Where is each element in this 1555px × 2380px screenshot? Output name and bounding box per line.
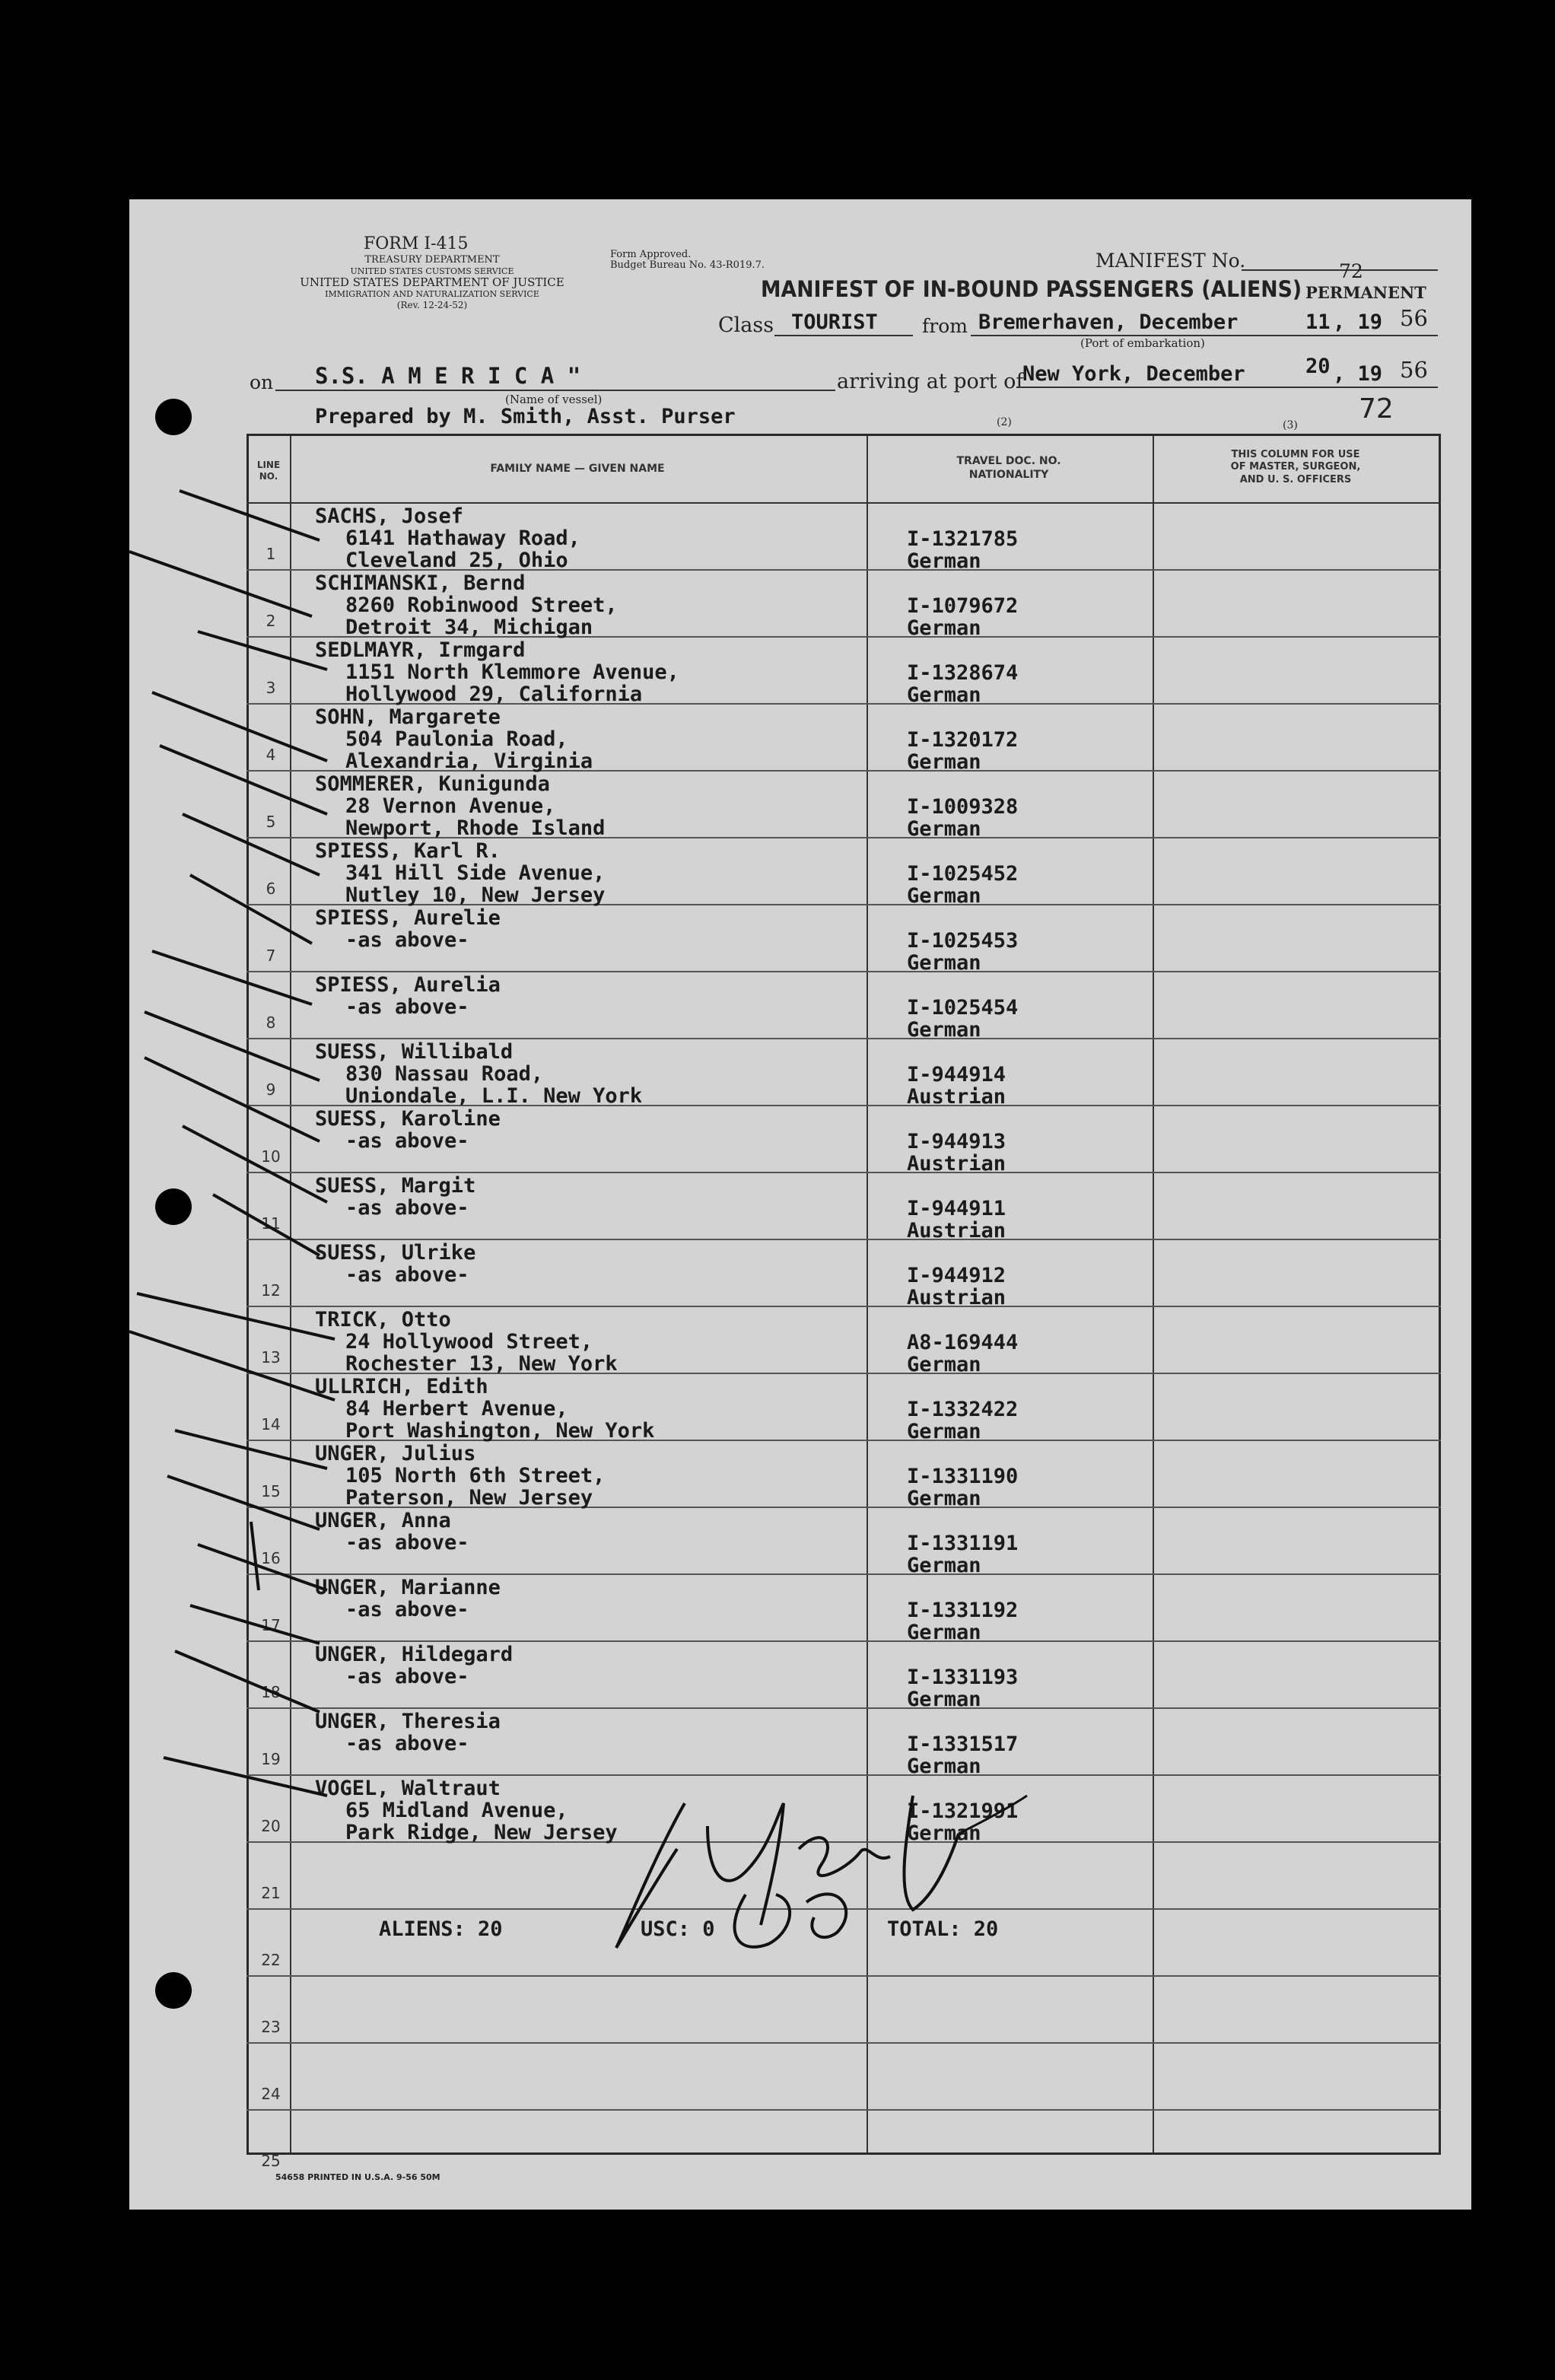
- arrival-year: 56: [1400, 357, 1428, 383]
- department-block: [257, 254, 607, 311]
- approval-line: Form Approved.: [610, 249, 692, 260]
- col-header-text: TRAVEL DOC. NO.: [956, 455, 1061, 467]
- travel-doc-cell: [907, 997, 1018, 1041]
- passenger-name: UNGER, Marianne: [315, 1576, 501, 1599]
- row-rule: [246, 1573, 1441, 1575]
- passenger-name: SEDLMAYR, Irmgard: [315, 638, 526, 662]
- from-label: from: [922, 315, 968, 337]
- line-number: 8: [266, 1013, 276, 1032]
- line-number: 19: [261, 1750, 281, 1768]
- nationality: German: [907, 817, 981, 841]
- nationality: German: [907, 1420, 981, 1443]
- passenger-address: 6141 Hathaway Road,: [345, 527, 580, 550]
- line-number: 4: [266, 746, 276, 764]
- travel-doc-number: I-1321991: [907, 1799, 1019, 1823]
- passenger-entry: [315, 1376, 654, 1442]
- passenger-name: SUESS, Margit: [315, 1174, 476, 1198]
- punch-hole: [155, 1972, 192, 2009]
- passenger-entry: [315, 1309, 618, 1375]
- line-number: 17: [261, 1616, 281, 1634]
- permanent-stamp: PERMANENT: [1305, 283, 1426, 302]
- passenger-address: Rochester 13, New York: [345, 1352, 618, 1376]
- travel-doc-cell: [907, 1465, 1018, 1510]
- travel-doc-cell: [907, 1064, 1006, 1108]
- total-all: TOTAL: 20: [887, 1917, 999, 1941]
- passenger-address: -as above-: [345, 928, 469, 952]
- arrival-day: 20: [1305, 355, 1331, 378]
- passenger-name: UNGER, Hildegard: [315, 1643, 514, 1666]
- row-rule: [246, 2042, 1441, 2044]
- travel-doc-cell: [907, 528, 1018, 572]
- passenger-name: SOHN, Margarete: [315, 705, 501, 729]
- passenger-name: SPIESS, Aurelie: [315, 906, 501, 930]
- travel-doc-number: I-1331517: [907, 1732, 1019, 1756]
- passenger-address: 84 Herbert Avenue,: [345, 1397, 568, 1421]
- travel-doc-number: I-944912: [907, 1264, 1006, 1287]
- line-number: 22: [261, 1951, 281, 1969]
- marker-3: (3): [1283, 419, 1298, 431]
- line-number: 5: [266, 813, 276, 831]
- col-header-text: NATIONALITY: [968, 468, 1049, 481]
- line-number: 11: [261, 1214, 281, 1233]
- passenger-name: SUESS, Willibald: [315, 1040, 514, 1064]
- dept-line: TREASURY DEPARTMENT: [364, 254, 500, 266]
- travel-doc-cell: [907, 1733, 1018, 1777]
- line-number: 1: [266, 545, 276, 563]
- travel-doc-cell: [907, 1131, 1006, 1175]
- handwritten-signature: [593, 1780, 1050, 1963]
- travel-doc-number: I-1331191: [907, 1532, 1019, 1555]
- passenger-name: TRICK, Otto: [315, 1308, 451, 1332]
- handwritten-page-number: 72: [1359, 393, 1394, 425]
- passenger-address: 24 Hollywood Street,: [345, 1330, 593, 1354]
- passenger-address: -as above-: [345, 1196, 469, 1220]
- passenger-address: Uniondale, L.I. New York: [345, 1084, 643, 1108]
- passenger-name: SACHS, Josef: [315, 504, 464, 528]
- nationality: German: [907, 1621, 981, 1644]
- dept-line: UNITED STATES CUSTOMS SERVICE: [350, 266, 514, 276]
- on-label: on: [250, 371, 274, 393]
- passenger-name: ULLRICH, Edith: [315, 1375, 488, 1398]
- row-rule: [246, 971, 1441, 972]
- row-rule: [246, 1707, 1441, 1709]
- travel-doc-number: I-1025452: [907, 862, 1019, 886]
- travel-doc-cell: [907, 863, 1018, 907]
- line-number: 10: [261, 1147, 281, 1166]
- passenger-address: Paterson, New Jersey: [345, 1486, 593, 1510]
- nationality: German: [907, 1688, 981, 1711]
- class-underline: [774, 335, 913, 336]
- dept-line: (Rev. 12-24-52): [396, 300, 468, 310]
- col-header-name: FAMILY NAME — GIVEN NAME: [490, 463, 665, 475]
- page-title: MANIFEST OF IN-BOUND PASSENGERS (ALIENS): [761, 276, 1302, 302]
- nationality: German: [907, 549, 981, 573]
- header-rule: [246, 502, 1441, 504]
- nationality: German: [907, 951, 981, 975]
- row-rule: [246, 1239, 1441, 1240]
- travel-doc-cell: [907, 796, 1018, 840]
- travel-doc-number: I-1320172: [907, 728, 1019, 752]
- travel-doc-cell: [907, 729, 1018, 773]
- port-of-arrival: New York, December: [1022, 362, 1245, 386]
- col-header-text: LINE: [256, 460, 281, 470]
- year-prefix: , 19: [1333, 310, 1383, 334]
- passenger-address: Port Washington, New York: [345, 1419, 655, 1443]
- line-number: 13: [261, 1348, 281, 1367]
- line-number: 20: [261, 1817, 281, 1835]
- travel-doc-cell: [907, 1666, 1018, 1710]
- travel-doc-cell: [907, 1532, 1018, 1577]
- passenger-name: UNGER, Julius: [315, 1442, 476, 1465]
- travel-doc-number: I-1079672: [907, 594, 1019, 618]
- class-value: TOURIST: [791, 310, 878, 334]
- passenger-entry: [315, 773, 605, 839]
- column-divider: [1153, 436, 1154, 2152]
- travel-doc-number: I-1321785: [907, 527, 1019, 551]
- line-number: 24: [261, 2085, 281, 2103]
- row-rule: [246, 1172, 1441, 1173]
- passenger-address: 65 Midland Avenue,: [345, 1799, 568, 1822]
- passenger-name: UNGER, Anna: [315, 1509, 451, 1532]
- nationality: German: [907, 1487, 981, 1510]
- travel-doc-cell: [907, 662, 1018, 706]
- travel-doc-cell: [907, 1265, 1006, 1309]
- col-header-text: THIS COLUMN FOR USE: [1231, 449, 1360, 460]
- passenger-address: 830 Nassau Road,: [345, 1062, 544, 1086]
- travel-doc-number: I-1328674: [907, 661, 1019, 685]
- col-header-text: OF MASTER, SURGEON,: [1230, 461, 1361, 473]
- passenger-address: -as above-: [345, 1732, 469, 1755]
- line-number: 9: [266, 1080, 276, 1099]
- port-of-embarkation: Bremerhaven, December: [978, 310, 1239, 334]
- nationality: German: [907, 616, 981, 640]
- dept-line: IMMIGRATION AND NATURALIZATION SERVICE: [325, 289, 539, 299]
- passenger-entry: [315, 1777, 618, 1844]
- passenger-name: SUESS, Karoline: [315, 1107, 501, 1131]
- travel-doc-cell: [907, 1332, 1018, 1376]
- line-number: 25: [261, 2152, 281, 2170]
- travel-doc-number: I-1025454: [907, 996, 1019, 1020]
- embarkation-day: 11: [1305, 310, 1331, 334]
- row-rule: [246, 2109, 1441, 2111]
- passenger-name: SOMMERER, Kunigunda: [315, 772, 550, 796]
- travel-doc-number: I-1331193: [907, 1666, 1019, 1689]
- passenger-address: -as above-: [345, 1129, 469, 1153]
- row-rule: [246, 1975, 1441, 1977]
- passenger-entry: [315, 1443, 605, 1509]
- total-usc: USC: 0: [641, 1917, 715, 1941]
- passenger-address: 8260 Robinwood Street,: [345, 593, 618, 617]
- nationality: Austrian: [907, 1085, 1006, 1109]
- travel-doc-cell: [907, 595, 1018, 639]
- marker-2: (2): [997, 416, 1012, 428]
- passenger-address: Cleveland 25, Ohio: [345, 549, 568, 572]
- passenger-address: Detroit 34, Michigan: [345, 616, 593, 639]
- passenger-name: SPIESS, Aurelia: [315, 973, 501, 997]
- travel-doc-number: I-1332422: [907, 1398, 1019, 1421]
- arriving-label: arriving at port of: [837, 370, 1024, 393]
- row-rule: [246, 1774, 1441, 1776]
- nationality: German: [907, 1018, 981, 1042]
- nationality: German: [907, 1353, 981, 1376]
- col-header-text: NO.: [259, 471, 278, 482]
- vessel-underline: [275, 390, 835, 391]
- checker-tick-marks: [129, 479, 358, 1925]
- travel-doc-number: I-944913: [907, 1130, 1006, 1153]
- year-prefix: , 19: [1333, 362, 1383, 386]
- passenger-address: -as above-: [345, 1531, 469, 1554]
- passenger-entry: [315, 572, 618, 638]
- class-label: Class: [718, 313, 774, 337]
- nationality: German: [907, 750, 981, 774]
- travel-doc-cell: [907, 1398, 1018, 1443]
- printer-footer: 54658 PRINTED IN U.S.A. 9-56 50M: [275, 2172, 440, 2182]
- passenger-address: Park Ridge, New Jersey: [345, 1821, 618, 1844]
- passenger-address: 504 Paulonia Road,: [345, 727, 568, 751]
- col-header-doc: [866, 455, 1152, 482]
- passenger-address: Hollywood 29, California: [345, 682, 643, 706]
- line-number: 2: [266, 612, 276, 630]
- punch-hole: [155, 399, 192, 435]
- passenger-address: Newport, Rhode Island: [345, 816, 606, 840]
- passenger-name: VOGEL, Waltraut: [315, 1777, 501, 1800]
- nationality: Austrian: [907, 1286, 1006, 1309]
- travel-doc-number: A8-169444: [907, 1331, 1019, 1354]
- nationality: German: [907, 683, 981, 707]
- line-number: 23: [261, 2018, 281, 2036]
- line-number: 7: [266, 947, 276, 965]
- approval-block: [610, 250, 765, 271]
- line-number: 21: [261, 1884, 281, 1902]
- travel-doc-number: I-944914: [907, 1063, 1006, 1087]
- line-number: 16: [261, 1549, 281, 1567]
- passenger-name: SPIESS, Karl R.: [315, 839, 501, 863]
- line-number: 6: [266, 880, 276, 898]
- row-rule: [246, 1038, 1441, 1039]
- line-number: 3: [266, 679, 276, 697]
- nationality: German: [907, 1554, 981, 1577]
- travel-doc-number: I-1025453: [907, 929, 1019, 953]
- travel-doc-number: I-1331192: [907, 1599, 1019, 1622]
- passenger-address: Alexandria, Virginia: [345, 749, 593, 773]
- manifest-no-value: 72: [1339, 260, 1363, 282]
- line-number: 18: [261, 1683, 281, 1701]
- passenger-address: 1151 North Klemmore Avenue,: [345, 660, 679, 684]
- nationality: German: [907, 1755, 981, 1778]
- passenger-name: SUESS, Ulrike: [315, 1241, 476, 1265]
- passenger-address: -as above-: [345, 1598, 469, 1621]
- nationality: German: [907, 1822, 981, 1845]
- passenger-address: 28 Vernon Avenue,: [345, 794, 556, 818]
- travel-doc-cell: [907, 1198, 1006, 1242]
- col-header-officers: [1152, 449, 1439, 486]
- travel-doc-cell: [907, 1599, 1018, 1643]
- manifest-no-label: MANIFEST No.: [1095, 250, 1246, 272]
- form-number: FORM I-415: [364, 234, 469, 253]
- approval-line: Budget Bureau No. 43-R019.7.: [610, 259, 765, 271]
- line-number: 12: [261, 1281, 281, 1300]
- travel-doc-number: I-1009328: [907, 795, 1019, 819]
- passenger-name: SCHIMANSKI, Bernd: [315, 571, 526, 595]
- passenger-address: Nutley 10, New Jersey: [345, 883, 606, 907]
- port-embarkation-caption: (Port of embarkation): [1080, 336, 1205, 350]
- passenger-entry: [315, 1041, 642, 1107]
- embarkation-year: 56: [1400, 305, 1428, 331]
- travel-doc-cell: [907, 930, 1018, 974]
- travel-doc-number: I-1331190: [907, 1465, 1019, 1488]
- total-aliens: ALIENS: 20: [379, 1917, 503, 1941]
- passenger-address: 105 North 6th Street,: [345, 1464, 606, 1488]
- passenger-address: -as above-: [345, 1665, 469, 1688]
- vessel-name: S.S. A M E R I C A ": [315, 363, 581, 389]
- travel-doc-number: I-944911: [907, 1197, 1006, 1220]
- passenger-entry: [315, 840, 605, 906]
- nationality: Austrian: [907, 1219, 1006, 1242]
- line-number: 15: [261, 1482, 281, 1500]
- row-rule: [246, 1306, 1441, 1307]
- passenger-address: -as above-: [345, 995, 469, 1019]
- nationality: Austrian: [907, 1152, 1006, 1176]
- col-header-text: AND U. S. OFFICERS: [1239, 473, 1352, 485]
- dept-line: UNITED STATES DEPARTMENT OF JUSTICE: [300, 275, 564, 289]
- passenger-address: 341 Hill Side Avenue,: [345, 861, 606, 885]
- prepared-by: Prepared by M. Smith, Asst. Purser: [315, 405, 736, 428]
- row-rule: [246, 1640, 1441, 1642]
- passenger-entry: [315, 639, 679, 705]
- passenger-name: UNGER, Theresia: [315, 1710, 501, 1733]
- vessel-caption: (Name of vessel): [505, 393, 603, 406]
- line-number: 14: [261, 1415, 281, 1433]
- passenger-address: -as above-: [345, 1263, 469, 1287]
- arrival-underline: [1016, 387, 1438, 388]
- nationality: German: [907, 884, 981, 908]
